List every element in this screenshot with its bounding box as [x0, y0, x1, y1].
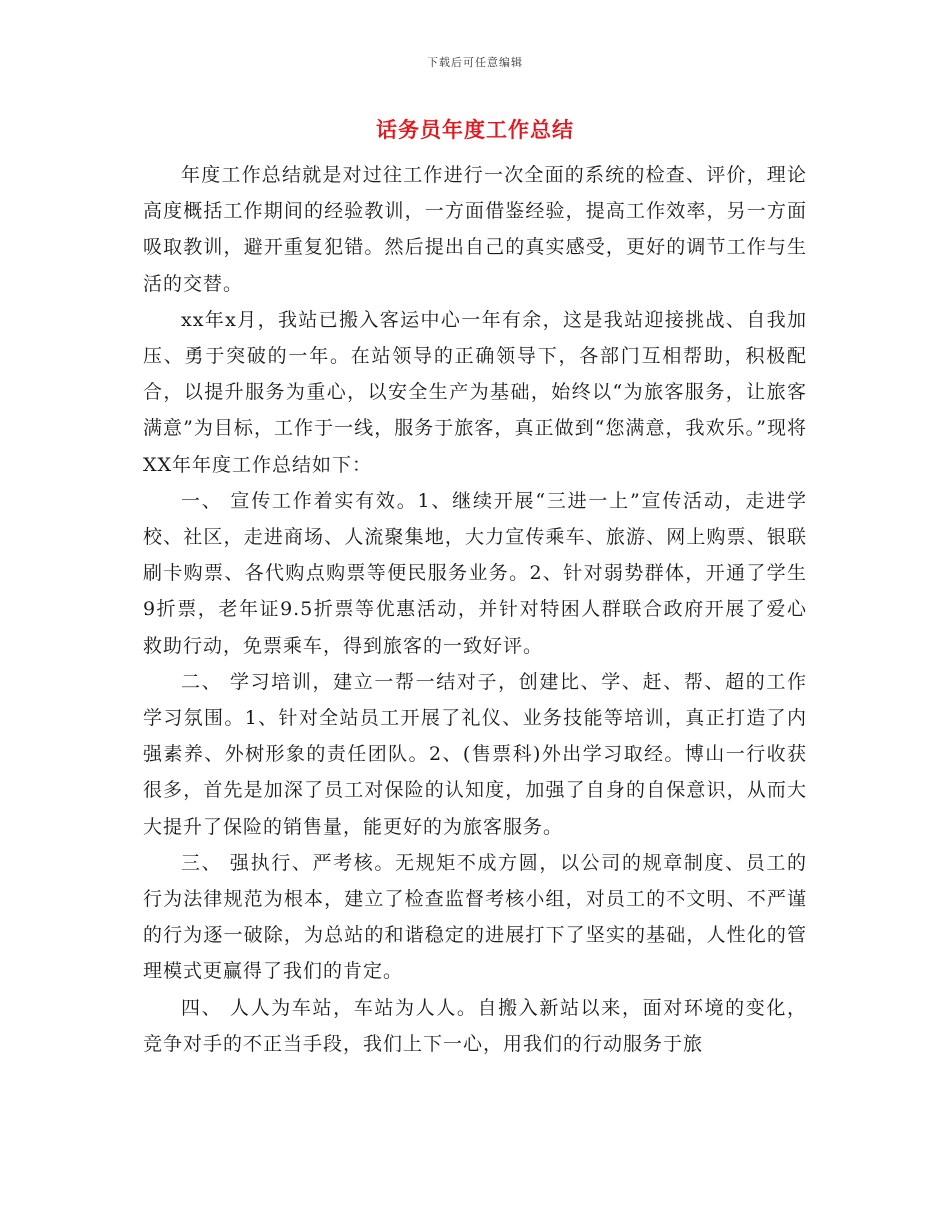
document-body — [143, 157, 807, 1062]
paragraph-section-3: 三、 强执行、严考核。无规矩不成方圆，以公司的规章制度、员工的行为法律规范为根本，建立了检查监督考核小组，对员工的不文明、不严谨的行为逐一破除，为总站的和谐稳定的进展打下了坚实的基础，人性化的管理模式更赢得了我们的肯定。 — [143, 851, 807, 983]
paragraph-overview: xx年x月，我站已搬入客运中心一年有余，这是我站迎接挑战、自我加压、勇于突破的一年。在站领导的正确领导下，各部门互相帮助，积极配合，以提升服务为重心，以安全生产为基础，始终以“为旅客服务，让旅客满意”为目标，工作于一线，服务于旅客，真正做到“您满意，我欢乐。”现将XX年年度工作总结如下： — [143, 308, 807, 476]
page-header-note: 下载后可任意编辑 — [427, 56, 523, 69]
paragraph-intro: 年度工作总结就是对过往工作进行一次全面的系统的检查、评价，理论高度概括工作期间的经验教训，一方面借鉴经验，提高工作效率，另一方面吸取教训，避开重复犯错。然后提出自己的真实感受，更好的调节工作与生活的交替。 — [143, 164, 807, 295]
document-title: 话务员年度工作总结 — [376, 117, 574, 142]
paragraph-section-4: 四、 人人为车站，车站为人人。自搬入新站以来，面对环境的变化，竞争对手的不正当手段，我们上下一心，用我们的行动服务于旅 — [143, 996, 807, 1055]
paragraph-section-1: 一、 宣传工作着实有效。1、继续开展“三进一上”宣传活动，走进学校、社区，走进商场、人流聚集地，大力宣传乘车、旅游、网上购票、银联刷卡购票、各代购点购票等便民服务业务。2、针对弱势群体，开通了学生9折票，老年证9.5折票等优惠活动，并针对特困人群联合政府开展了爱心救助行动，免票乘车，得到旅客的一致好评。 — [143, 489, 807, 657]
paragraph-section-2: 二、 学习培训，建立一帮一结对子，创建比、学、赶、帮、超的工作学习氛围。1、针对全站员工开展了礼仪、业务技能等培训，真正打造了内强素养、外树形象的责任团队。2、(售票科)外出学习取经。博山一行收获很多，首先是加深了员工对保险的认知度，加强了自身的自保意识，从而大大提升了保险的销售量，能更好的为旅客服务。 — [143, 670, 807, 838]
